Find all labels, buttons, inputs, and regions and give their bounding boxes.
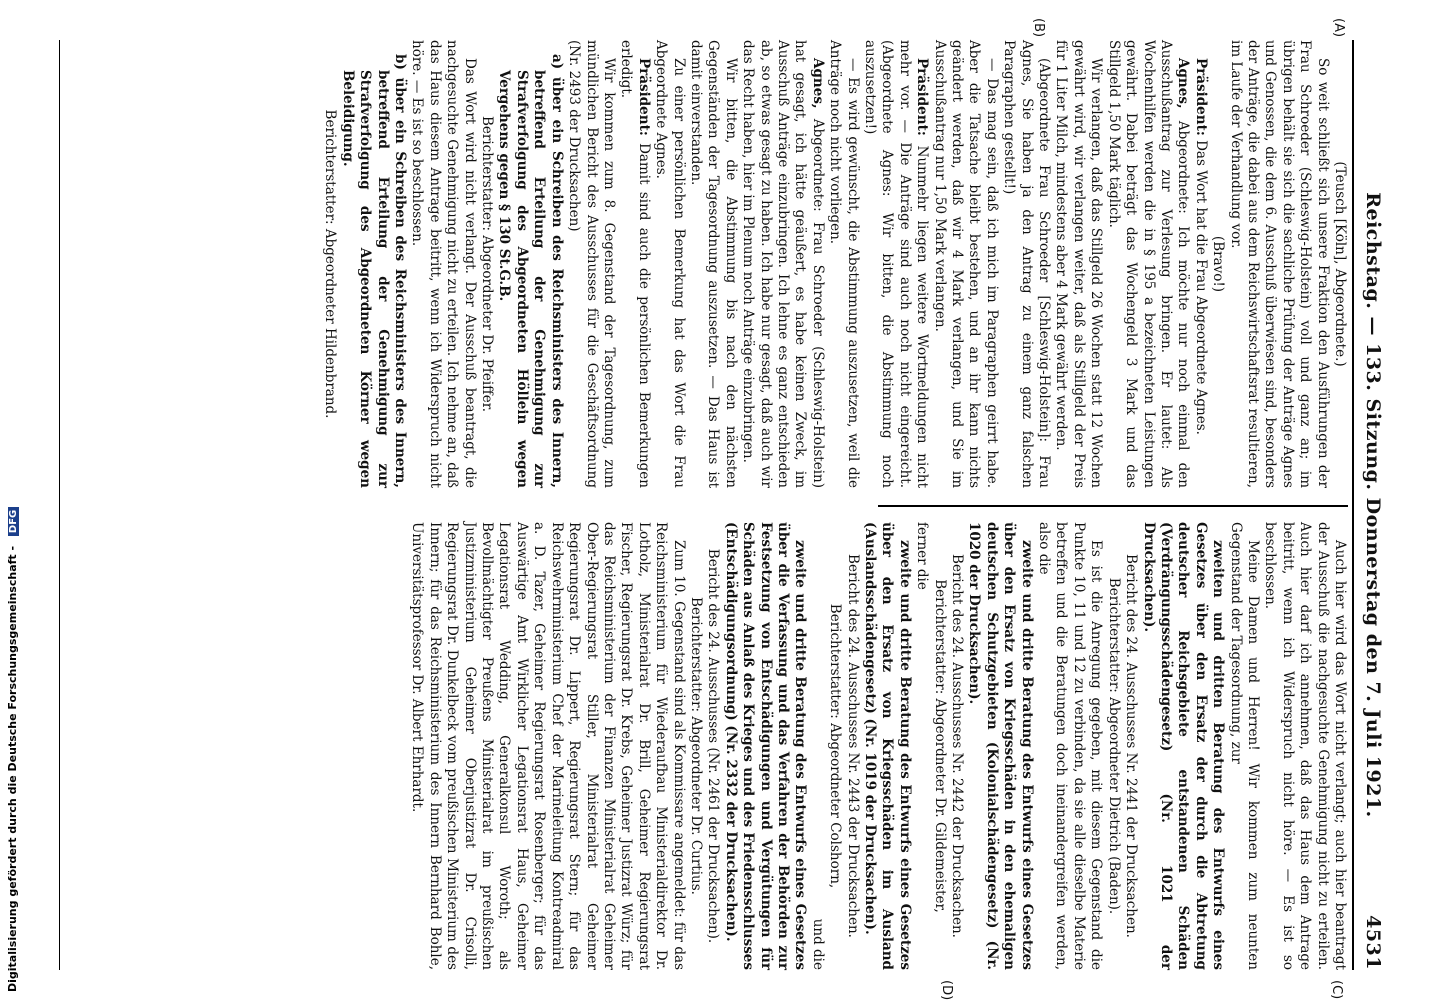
footer-rule bbox=[59, 40, 60, 970]
paragraph: — Das mag sein, daß ich mich im Paragraphen geirrt habe. Aber die Tatsache bleibt bestehen, und an ihr kann nichts geändert werden, daß wir 4 Mark verlangen, und Sie im Ausschußantrag nur 1,50 Mark verlangen. bbox=[931, 40, 1000, 488]
speaker-note: (Teusch [Köln], Abgeordnete.) bbox=[1332, 161, 1348, 367]
report-line: Bericht des 24. Ausschusses Nr. 2442 der Drucksachen. bbox=[949, 554, 966, 938]
rapporteur-line: Berichterstatter: Abgeordneter Dr. Pfeiffer. bbox=[479, 115, 496, 413]
right-column bbox=[409, 522, 1348, 970]
document-page bbox=[54, 18, 1384, 1000]
paragraph: Wir verlangen, daß das Stillgeld 26 Wochen statt 12 Wochen gewährt wird, wir verlangen weiter, daß als Stillgeld der Preis für 1 Liter Milch, mindestens aber 4 Mark gewährt werden. bbox=[1053, 40, 1105, 488]
commissioners-list: Zum 10. Gegenstand sind als Kommissare angemeldet: für das Reichsministerium für Wiederaufbau Ministerialdirektor Dr. Lotholz, Ministerialrat Dr. Brill, Geheimer Regierungsrat Fischer, Regierungsrat Dr. Krebs, Geheimer Justizrat Würz; für das Reichsministerium der Finanzen Ministerialrat Geheimer Ober-Regierungsrat Stiller, Ministerialrat Geheimer Regierungsrat Dr. Lippert, Regierungsrat Stern; für das Reichswehrministerium Chef der Marineleitung Kontreadmiral a. D. Tazer, Geheimer Regierungsrat Rosenberger; für das Auswärtige Amt Wirklicher Legationsrat Haus, Geheimer Legationsrat Wedding, Generalkonsul Woroth; als Bevollmächtigter Preußens Ministerialrat im preußischen Justizministerium Geheimer Oberjustizrat Dr. Crisolli, Regierungsrat Dr. Dunkelbeck vom preußischen Ministerium des Innern; für das Reichsministerium des Innern Bernhard Bohle, Universitätsprofessor Dr. Albert Ehrhardt. bbox=[409, 522, 687, 970]
page-header bbox=[1356, 40, 1384, 970]
margin-marker-d: (D) bbox=[939, 980, 954, 1000]
speaker-name: Präsident: bbox=[1192, 58, 1209, 136]
report-line: Bericht des 24. Ausschusses Nr. 2443 der Drucksachen. bbox=[844, 554, 861, 938]
paragraph: Zu einer persönlichen Bemerkung hat das Wort die Frau Abgeordnete Agnes. bbox=[653, 40, 687, 488]
margin-marker-a: (A) bbox=[1331, 18, 1346, 38]
agenda-item-a: a) über ein Schreiben des Reichsministers des Innern, betreffend Erteilung der Genehmigung zur Strafverfolgung des Abgeordneten Höllein wegen Vergehens gegen § 130 St.G.B. bbox=[496, 54, 565, 488]
interjection: (Abgeordnete Frau Schroeder [Schleswig-Holstein]: Frau Agnes, Sie haben ja den Antrag zu einem ganz falschen Paragraphen gestellt!) bbox=[1001, 40, 1053, 488]
speech-text: Abgeordnete: Frau Schroeder (Schleswig-Holstein) hat gesagt, ich hätte geäußert, es habe keinen Zweck, im Ausschuß Anträge einzubringen. Ich lehne es ganz entschieden ab, so etwas gesagt zu haben. Ich habe nur gesagt, daß auch wir das Recht haben, hier im Plenum noch Anträge einzubringen. bbox=[740, 40, 826, 488]
connector-text: ferner die bbox=[914, 522, 931, 590]
speaker-name: Agnes, bbox=[1175, 58, 1192, 109]
agenda-heading: zweite und dritte Beratung des Entwurfs eines Gesetzes über den Ersatz von Kriegsschäden in den ehemaligen deutschen Schutzgebieten (Kolonialschädengesetz) (Nr. 1020 der Drucksachen). bbox=[966, 522, 1035, 970]
left-column bbox=[322, 40, 1348, 488]
margin-marker-c: (C) bbox=[1329, 980, 1344, 1000]
page-number: 4531 bbox=[1362, 915, 1384, 970]
paragraph: — Es wird gewünscht, die Abstimmung auszusetzen, weil die Anträge noch nicht vorliegen. bbox=[827, 40, 861, 488]
paragraph: Meine Damen und Herren! Wir kommen zum neunten Gegenstand der Tagesordnung, zur bbox=[1227, 522, 1261, 970]
agenda-heading: zweite und dritte Beratung des Entwurfs eines Gesetzes über die Verfassung und das Verfahren der Behörden zur Festsetzung von Entschädigungen und Vergütungen für Schäden aus Anlaß des Krieges und des Friedensschlusses (Entschädigungsordnung) (Nr. 2332 der Drucksachen). bbox=[722, 522, 809, 970]
paragraph bbox=[617, 40, 652, 488]
interjection: (Bravo!) bbox=[1210, 235, 1227, 293]
speech-text: Nunmehr liegen weitere Wortmeldungen nicht mehr vor. — Die Anträge sind auch noch nicht eingereicht. (Abgeordnete Agnes: Wir bitten, die Abstimmung noch auszusetzen!) bbox=[862, 40, 931, 488]
dfg-logo: DFG bbox=[8, 507, 19, 536]
paragraph: Auch hier wird das Wort nicht verlangt; auch hier beantragt der Ausschuß die nachgesuchte Genehmigung nicht zu erteilen. Auch hier darf ich annehmen, daß das Haus dem Antrage beitritt, wenn ich Widerspruch nicht höre. — Es ist so beschlossen. bbox=[1262, 522, 1348, 970]
paragraph: Wir bitten, die Abstimmung bis nach den nächsten Gegenständen der Tagesordnung auszusetzen. — Das Haus ist damit einverstanden. bbox=[687, 40, 739, 488]
page-title: Reichstag. — 133. Sitzung. Donnerstag den 7. Juli 1921. bbox=[1362, 192, 1384, 818]
paragraph bbox=[861, 40, 931, 488]
rapporteur-line: Berichterstatter: Abgeordneter Dr. Gildemeister, bbox=[931, 579, 948, 913]
paragraph bbox=[739, 40, 826, 488]
speech-text: Abgeordnete: Ich möchte nur noch einmal den Ausschußantrag zur Verlesung bringen. Er lautet: Als Wochenhilfen werden die in § 195 a bezeichneten Leistungen gewährt. Dabei beträgt das Wochengeld 3 Mark und das Stillgeld 1,50 Mark täglich. bbox=[1105, 40, 1192, 488]
paragraph: So weit schließt sich unsere Fraktion den Ausführungen der Frau Schroeder (Schleswig-Holstein) voll und ganz an; im übrigen behält sie sich die sachliche Prüfung der Anträge Agnes und Genossen, die dem 6. Ausschuß überwiesen sind, besonders der Anträge, die dabei aus dem Reichswirtschaftsrat resultieren, im Laufe der Verhandlung vor. bbox=[1227, 40, 1331, 488]
rapporteur-line: Berichterstatter: Abgeordneter Hildenbrand. bbox=[322, 109, 339, 419]
speech-text: Das Wort hat die Frau Abgeordnete Agnes. bbox=[1192, 140, 1209, 435]
digitization-credit bbox=[2, 0, 24, 1000]
report-line: Bericht des 24. Ausschusses Nr. 2441 der Drucksachen. bbox=[1123, 554, 1140, 938]
speaker-name: Präsident: bbox=[635, 58, 652, 136]
agenda-heading: zweite und dritte Beratung des Entwurfs eines Gesetzes über den Ersatz von Kriegsschäden im Ausland (Auslandsschädengesetz) (Nr. 1019 der Drucksachen). bbox=[862, 522, 913, 970]
report-line: Bericht des 24. Ausschusses (Nr. 2461 der Drucksachen). bbox=[705, 548, 722, 944]
rapporteur-line: Berichterstatter: Abgeordneter Dr. Curtius. bbox=[687, 597, 704, 895]
paragraph: Das Wort wird nicht verlangt. Der Ausschuß beantragt, die nachgesuchte Genehmigung nicht zu erteilen. Ich nehme an, daß das Haus diesem Antrage beitritt, wenn ich Widerspruch nicht höre. — Es ist so beschlossen. bbox=[409, 40, 478, 488]
paragraph: Es ist die Anregung gegeben, mit diesem Gegenstand die Punkte 10, 11 und 12 zu verbinden, da sie alle dieselbe Materie betreffen und die Beratungen doch ineinandergreifen werden, also die bbox=[1036, 522, 1105, 970]
speech-text: Damit sind auch die persönlichen Bemerkungen erledigt. bbox=[618, 40, 652, 488]
speaker-name: Präsident: bbox=[914, 58, 931, 136]
paragraph bbox=[1104, 40, 1191, 488]
rapporteur-line: Berichterstatter: Abgeordneter Dietrich (Baden). bbox=[1105, 577, 1122, 915]
connector-text: und die bbox=[809, 918, 826, 970]
header-rule bbox=[1352, 40, 1354, 970]
column-divider bbox=[878, 505, 1348, 507]
margin-marker-b: (B) bbox=[1031, 18, 1046, 38]
agenda-heading: zweiten und dritten Beratung des Entwurfs eines Gesetzes über den Ersatz der durch die Abtretung deutscher Reichsgebiete entstandenen Schäden (Verdrängungsschädengesetz) (Nr. 1021 der Drucksachen). bbox=[1140, 522, 1227, 970]
credit-text bbox=[6, 507, 19, 992]
rapporteur-line: Berichterstatter: Abgeordneter Colshorn, bbox=[827, 603, 844, 889]
speaker-name: Agnes, bbox=[809, 58, 826, 109]
credit-label: Digitalisierung gefördert durch die Deutsche Forschungsgemeinschaft - bbox=[6, 545, 19, 992]
paragraph: Wir kommen zum 8. Gegenstand der Tagesordnung, zum mündlichen Bericht des Ausschusses für die Geschäftsordnung (Nr. 2493 der Drucksachen) bbox=[566, 40, 617, 488]
agenda-item-b: b) über ein Schreiben des Reichsministers des Innern, betreffend Erteilung der Genehmigung zur Strafverfolgung des Abgeordneten Körner wegen Beleidigung. bbox=[339, 54, 409, 488]
paragraph bbox=[1191, 40, 1208, 488]
